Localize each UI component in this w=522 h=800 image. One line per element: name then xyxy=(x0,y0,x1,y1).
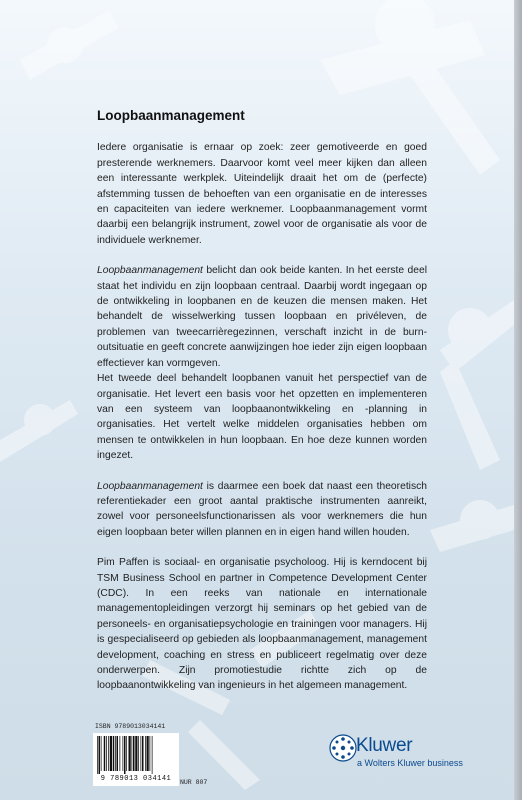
barcode-bar xyxy=(110,736,112,771)
kluwer-logo-icon xyxy=(328,733,358,763)
publisher-name: Kluwer xyxy=(356,735,413,756)
barcode-bar xyxy=(129,736,131,771)
barcode-bar xyxy=(152,736,153,774)
book-title-italic: Loopbaanmanagement xyxy=(97,480,203,492)
nur-label: NUR 807 xyxy=(180,779,208,786)
author-bio: Pim Paffen is sociaal- en organisatie psycholoog. Hij is kerndocent bij TSM Business School en partner in Competence Development Center (CDC). In een reeks van nationale en internationale managementopleidingen verzorgt hij seminars op het gebied van de personeels- en organisatiepsychologie en trainingen voor managers. Hij is gespecialiseerd op gebieden als loopbaanmanagement, management development, coaching en stress en publiceert regelmatig over deze onderwerpen. Zijn promotiestudie richtte zich op de loopbaanontwikkeling van ingenieurs in het algemeen management. xyxy=(97,557,427,692)
publisher-tagline: a Wolters Kluwer business xyxy=(357,758,463,768)
barcode xyxy=(93,733,179,786)
part-one-paragraph xyxy=(97,263,427,371)
barcode-bar xyxy=(135,736,137,771)
barcode-bar xyxy=(117,736,119,771)
barcode-bar xyxy=(142,736,144,771)
barcode-bar xyxy=(97,736,98,774)
barcode-bar xyxy=(124,736,126,774)
barcode-bar xyxy=(106,736,107,771)
isbn-label: ISBN 9789013034141 xyxy=(95,723,166,730)
part-one-text: belicht dan ook beide kanten. In het eerste deel staat het individu en zijn loopbaan centraal. Daarbij wordt ingegaan op de ontwikkeling in loopbanen en de keuzen die mensen maken. Het behandelt de wisselwerking tussen loopbaan en privéleven, de problemen van tweecarrièregezinnen, verschaft inzicht in de burn-outsituatie en geeft concrete aanwijzingen hoe ieder zijn eigen loopbaan effectiever kan vormgeven. xyxy=(97,265,427,369)
barcode-bar xyxy=(133,736,135,771)
barcode-bar xyxy=(147,736,149,771)
barcode-bar xyxy=(123,736,124,771)
barcode-bar xyxy=(101,736,102,771)
summary-text: is daarmee een boek dat naast een theoretisch referentiekader een groot aantal praktische instrumenten aanreikt, zowel voor personeelsfunctionarissen als voor werknemers die hun eigen loopbaan beter willen plannen en in eigen hand willen houden. xyxy=(97,480,427,538)
barcode-bar xyxy=(132,736,133,771)
barcode-number: 9 789013 034141 xyxy=(100,775,172,783)
barcode-bar xyxy=(150,736,151,771)
part-two-paragraph: Het tweede deel behandelt loopbanen vanuit het perspectief van de organisatie. Het levert een basis voor het opzetten en implementeren van een systeem van loopbaanontwikkeling en -planning in organisaties. Het vertelt welke middelen organisaties hebben om mensen te ontwikkelen in hun loopbaan. En hoe deze kunnen worden ingezet. xyxy=(97,373,427,462)
book-spine-edge xyxy=(514,0,522,800)
barcode-bar xyxy=(115,736,116,771)
barcode-bar xyxy=(138,736,139,771)
barcode-bar xyxy=(104,736,106,771)
summary-paragraph xyxy=(97,479,427,541)
book-title-italic: Loopbaanmanagement xyxy=(97,265,203,277)
barcode-bar xyxy=(120,736,121,771)
barcode-bar xyxy=(126,736,127,771)
book-title: Loopbaanmanagement xyxy=(97,108,245,123)
barcode-bar xyxy=(108,736,109,771)
barcode-bar xyxy=(113,736,115,771)
intro-paragraph: Iedere organisatie is ernaar op zoek: zeer gemotiveerde en goed presterende werknemers. Daarvoor komt veel meer kijken dan alleen een interessante werkplek. Uiteindelijk draait het om de (perfecte) afstemming tussen de behoeften van een organisatie en de interesses en capaciteiten van iedere werknemer. Loopbaanmanagement vormt daarbij een belangrijk instrument, zowel voor de organisatie als voor de individuele werknemer. xyxy=(97,142,427,246)
barcode-bar xyxy=(141,736,142,771)
back-cover-text xyxy=(97,108,427,694)
barcode-bars xyxy=(97,736,175,774)
barcode-bar xyxy=(99,736,101,774)
barcode-bar xyxy=(145,736,146,771)
